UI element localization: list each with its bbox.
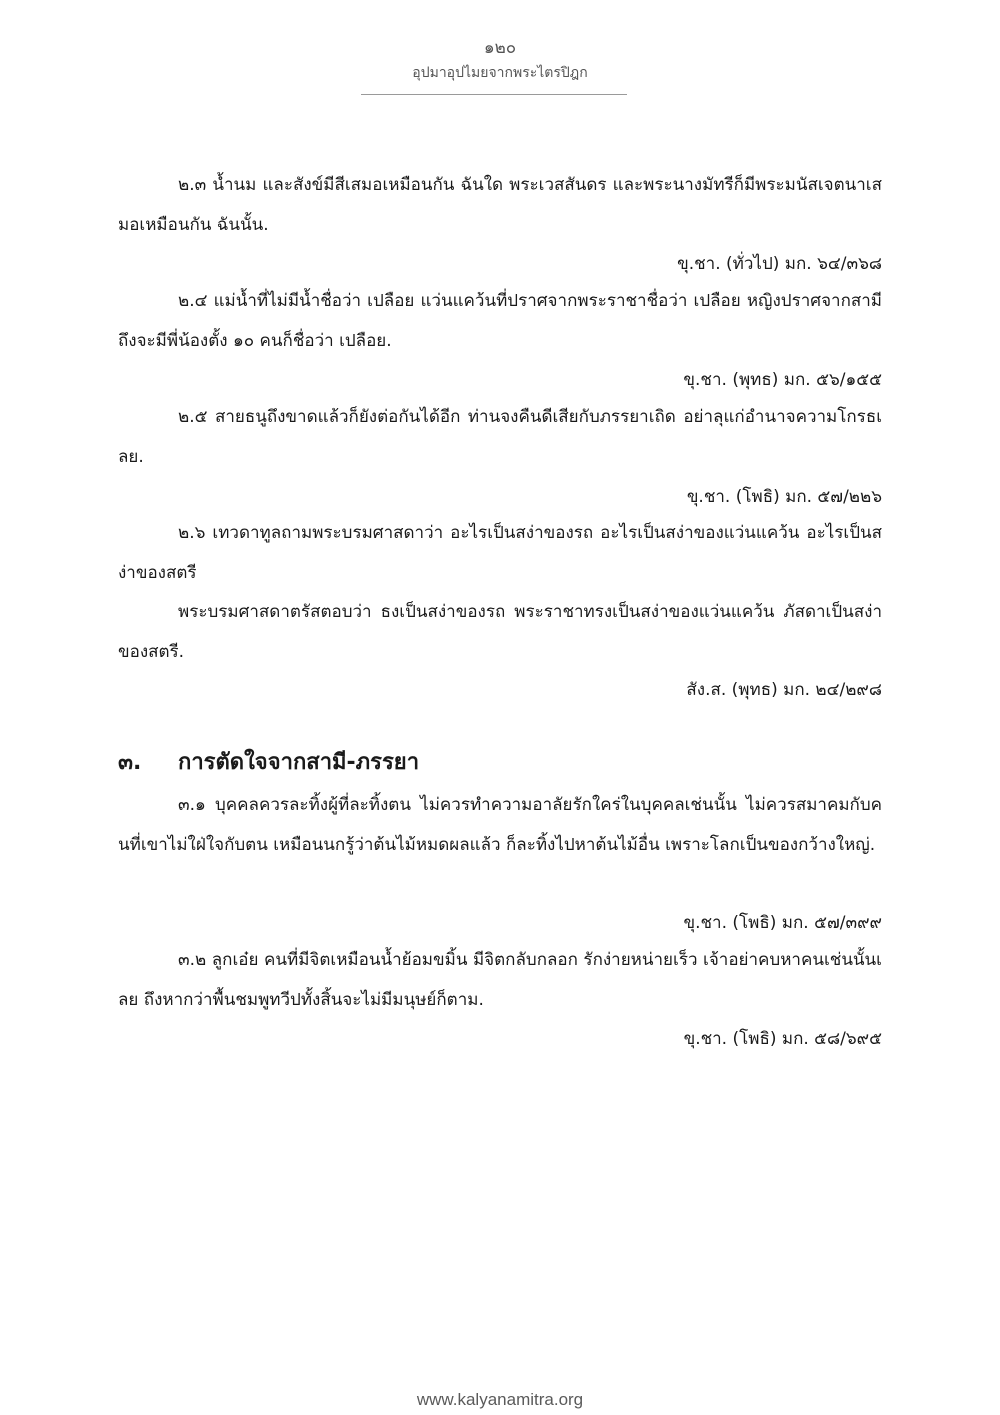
header-divider xyxy=(361,94,627,95)
paragraph-2-6: ๒.๖ เทวดาทูลถามพระบรมศาสดาว่า อะไรเป็นสง่าของรถ อะไรเป็นสง่าของแว่นแคว้น อะไรเป็นสง่าของสตรี xyxy=(118,523,882,583)
paragraph-2-5: ๒.๕ สายธนูถึงขาดแล้วก็ยังต่อกันได้อีก ท่านจงคืนดีเสียกับภรรยาเถิด อย่าลุแก่อำนาจความโกรธเลย. xyxy=(118,407,882,467)
reference-2-6: สัง.ส. (พุทธ) มก. ๒๔/๒๙๘ xyxy=(686,680,882,700)
page-number: ๑๒๐ xyxy=(483,38,517,58)
reference-2-3: ขุ.ชา. (ทั่วไป) มก. ๖๔/๓๖๘ xyxy=(677,254,882,274)
paragraph-2-6-answer: พระบรมศาสดาตรัสตอบว่า ธงเป็นสง่าของรถ พระราชาทรงเป็นสง่าของแว่นแคว้น ภัสดาเป็นสง่าของสตรี. xyxy=(118,602,882,662)
reference-3-2: ขุ.ชา. (โพธิ) มก. ๕๘/๖๙๕ xyxy=(683,1029,882,1049)
paragraph-3-1: ๓.๑ บุคคลควรละทิ้งผู้ที่ละทิ้งตน ไม่ควรทำความอาลัยรักใคร่ในบุคคลเช่นนั้น ไม่ควรสมาคมกับคนที่เขาไม่ใฝ่ใจกับตน เหมือนนกรู้ว่าต้นไม้หมดผลแล้ว ก็ละทิ้งไปหาต้นไม้อื่น เพราะโลกเป็นของกว้างใหญ่. xyxy=(118,795,882,855)
section-title: การตัดใจจากสามี-ภรรยา xyxy=(178,750,420,775)
running-title: อุปมาอุปไมยจากพระไตรปิฎก xyxy=(412,65,588,81)
section-number: ๓. xyxy=(118,750,142,775)
reference-2-4: ขุ.ชา. (พุทธ) มก. ๕๖/๑๕๕ xyxy=(683,370,882,390)
reference-2-5: ขุ.ชา. (โพธิ) มก. ๕๗/๒๒๖ xyxy=(686,487,882,507)
paragraph-3-2: ๓.๒ ลูกเอ๋ย คนที่มีจิตเหมือนน้ำย้อมขมิ้น มีจิตกลับกลอก รักง่ายหน่ายเร็ว เจ้าอย่าคบหาคนเช่นนั้นเลย ถึงหากว่าพื้นชมพูทวีปทั้งสิ้นจะไม่มีมนุษย์ก็ตาม. xyxy=(118,950,882,1010)
paragraph-2-4: ๒.๔ แม่น้ำที่ไม่มีน้ำชื่อว่า เปลือย แว่นแคว้นที่ปราศจากพระราชาชื่อว่า เปลือย หญิงปราศจากสามีถึงจะมีพี่น้องตั้ง ๑๐ คนก็ชื่อว่า เปลือย. xyxy=(118,291,882,351)
section-heading xyxy=(118,743,882,783)
reference-3-1: ขุ.ชา. (โพธิ) มก. ๕๗/๓๙๙ xyxy=(683,913,882,933)
paragraph-2-3: ๒.๓ น้ำนม และสังข์มีสีเสมอเหมือนกัน ฉันใด พระเวสสันดร และพระนางมัทรีก็มีพระมนัสเจตนาเสมอเหมือนกัน ฉันนั้น. xyxy=(118,175,882,235)
footer-url: www.kalyanamitra.org xyxy=(416,1390,584,1409)
